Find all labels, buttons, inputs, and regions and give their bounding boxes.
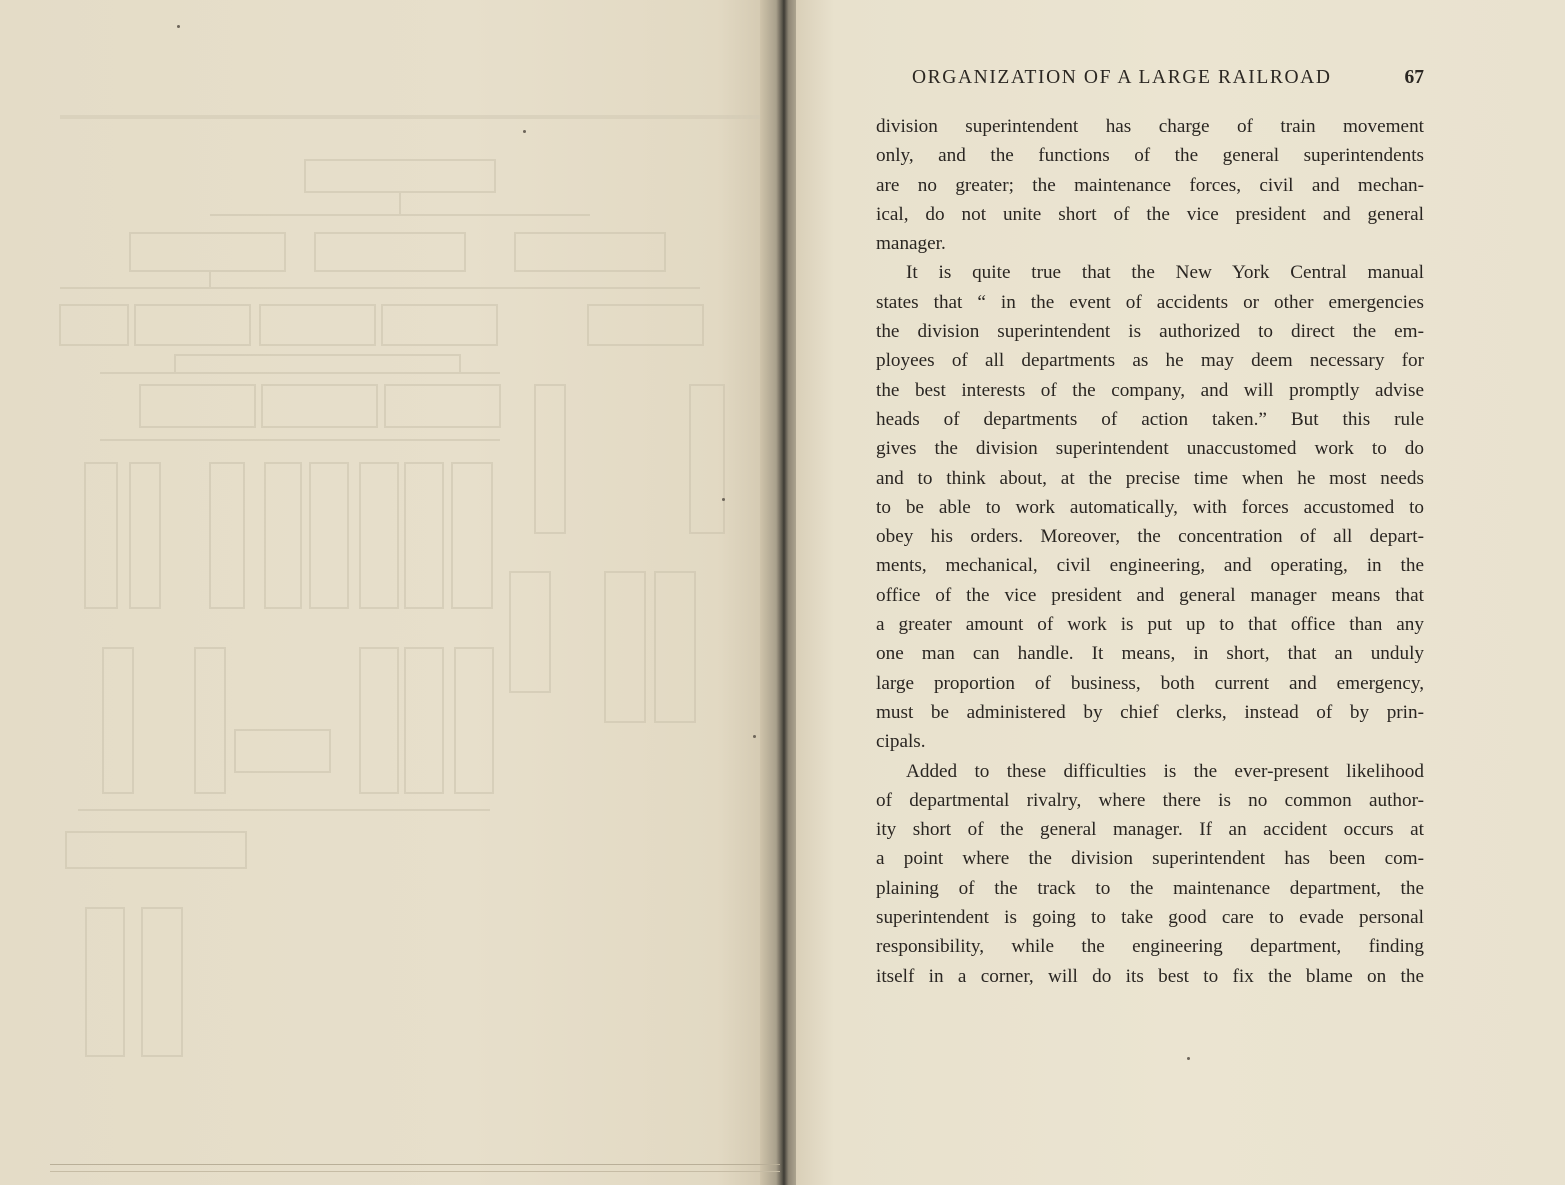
paper-speck xyxy=(753,735,756,738)
paper-speck xyxy=(177,25,180,28)
text-line: cipals. xyxy=(876,731,926,753)
bleed-through-org-chart xyxy=(0,0,780,1185)
left-page-blank xyxy=(0,0,780,1185)
body-text xyxy=(876,112,1424,991)
text-line: ical, do not unite short of the vice president and general xyxy=(876,203,1424,225)
text-line: ity short of the general manager. If an accident occurs at xyxy=(876,819,1424,841)
text-line: heads of departments of action taken.” But this rule xyxy=(876,408,1424,430)
text-line: and to think about, at the precise time when he most needs xyxy=(876,467,1424,489)
text-line: division superintendent has charge of train movement xyxy=(876,116,1424,137)
text-line: ments, mechanical, civil engineering, and operating, in the xyxy=(876,555,1424,577)
text-line: superintendent is going to take good care to evade personal xyxy=(876,907,1424,929)
text-line: to be able to work automatically, with forces accustomed to xyxy=(876,496,1424,518)
page-header xyxy=(876,64,1424,94)
text-line: manager. xyxy=(876,233,946,255)
text-line: itself in a corner, will do its best to fix the blame on the xyxy=(876,965,1424,987)
page-number: 67 xyxy=(1404,67,1424,88)
text-line: the division superintendent is authorized to direct the em- xyxy=(876,321,1424,343)
paragraph xyxy=(876,258,1424,756)
paragraph xyxy=(876,757,1424,991)
paragraph xyxy=(876,112,1424,258)
paper-speck xyxy=(722,498,725,501)
running-title: ORGANIZATION OF A LARGE RAILROAD xyxy=(912,67,1332,88)
text-line: office of the vice president and general manager means that xyxy=(876,584,1424,606)
text-line: Added to these difficulties is the ever-present likelihood xyxy=(906,760,1424,782)
paper-speck xyxy=(523,130,526,133)
text-line: must be administered by chief clerks, instead of by prin- xyxy=(876,701,1424,723)
text-line: one man can handle. It means, in short, that an unduly xyxy=(876,643,1424,665)
text-line: are no greater; the maintenance forces, civil and mechan- xyxy=(876,174,1424,196)
text-line: the best interests of the company, and will promptly advise xyxy=(876,379,1424,401)
paper-speck xyxy=(1187,1057,1190,1060)
text-line: of departmental rivalry, where there is no common author- xyxy=(876,789,1424,811)
text-line: a point where the division superintendent has been com- xyxy=(876,848,1424,870)
text-line: large proportion of business, both current and emergency, xyxy=(876,672,1424,694)
text-line: ployees of all departments as he may deem necessary for xyxy=(876,350,1424,372)
text-line: only, and the functions of the general superintendents xyxy=(876,145,1424,167)
text-line: a greater amount of work is put up to that office than any xyxy=(876,614,1424,636)
text-line: obey his orders. Moreover, the concentration of all depart- xyxy=(876,526,1424,548)
text-line: plaining of the track to the maintenance department, the xyxy=(876,877,1424,899)
text-line: It is quite true that the New York Central manual xyxy=(906,262,1424,284)
text-line: states that “ in the event of accidents or other emergencies xyxy=(876,291,1424,313)
page-stack-edge xyxy=(50,1164,780,1172)
text-line: gives the division superintendent unaccustomed work to do xyxy=(876,438,1424,460)
text-line: responsibility, while the engineering department, finding xyxy=(876,936,1424,958)
